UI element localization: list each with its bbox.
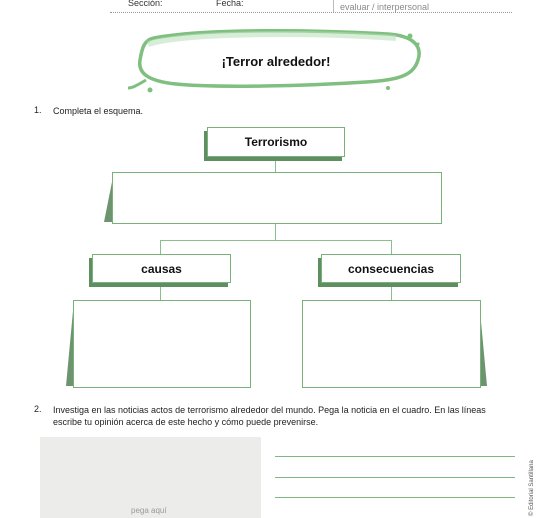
q2-text: Investiga en las noticias actos de terrorismo alrededor del mundo. Pega la noticia en el cuadro. En las líneas escribe tu opinión acerca de este hecho y cómo puede prevenirse. [53,405,486,427]
writing-line[interactable] [275,456,515,457]
q1-text: Completa el esquema. [53,106,144,116]
consecuencias-box[interactable] [302,300,481,388]
connector-right [391,240,392,254]
scheme-consecuencias-label: consecuencias [321,254,461,283]
competence-label: evaluar / interpersonal [340,2,430,12]
writing-line[interactable] [275,477,515,478]
seccion-label: Sección: [128,0,163,8]
publisher-credit: © Editorial Santillana [529,460,535,516]
connector-left-down [160,282,161,300]
causas-box[interactable] [73,300,251,388]
connector-left [160,240,161,254]
connector-horizontal [160,240,392,241]
q1-number: 1. [34,105,42,115]
header-divider [333,0,334,12]
paste-label: pega aquí [131,506,167,515]
q2-number: 2. [34,404,42,414]
header-underline [110,12,512,13]
connector-right-down [391,282,392,300]
writing-line[interactable] [275,497,515,498]
box-shadow [104,182,112,222]
scheme-main-box[interactable] [112,172,442,224]
page-title: ¡Terror alrededor! [221,54,331,69]
connector-mid [275,222,276,240]
scheme-causas-label: causas [92,254,231,283]
scheme-top-label: Terrorismo [207,127,345,157]
fecha-label: Fecha: [216,0,244,8]
connector-top [275,156,276,172]
